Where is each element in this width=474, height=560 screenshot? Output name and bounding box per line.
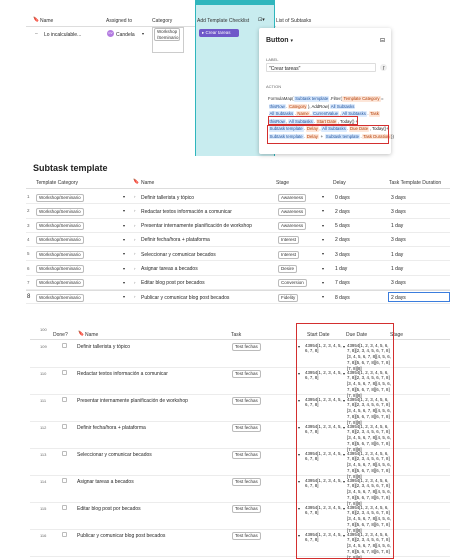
start-date-value[interactable]: 43954[1, 2, 3, 4, 5, 6, 7, 8] <box>305 450 342 462</box>
chevron-down-icon[interactable]: ▾ <box>343 533 346 538</box>
chevron-down-icon[interactable]: ▾ <box>123 265 126 271</box>
row-number: 2 <box>27 208 30 214</box>
chevron-down-icon[interactable]: ▾ <box>123 222 126 228</box>
panel-title-text: Button <box>266 37 289 44</box>
chevron-down-icon[interactable]: ▾ <box>343 344 346 349</box>
task-tag[interactable]: Test fechas <box>232 478 261 486</box>
stage-tag[interactable]: Fidelity <box>278 294 298 302</box>
chevron-down-icon[interactable]: ▾ <box>322 222 325 228</box>
expand-arrow-icon[interactable]: › <box>134 222 136 228</box>
chevron-down-icon[interactable]: ▾ <box>298 371 301 376</box>
chevron-down-icon[interactable]: ▾ <box>142 31 145 36</box>
chevron-down-icon[interactable]: ▾ <box>343 479 346 484</box>
done-checkbox[interactable] <box>62 451 67 456</box>
as-header-done[interactable]: Done? <box>53 332 68 338</box>
done-checkbox[interactable] <box>62 343 67 348</box>
chevron-down-icon[interactable]: ▾ <box>343 425 346 430</box>
bookmark-icon: 🔖 <box>33 17 40 23</box>
delay-value[interactable]: 7 days <box>335 280 350 287</box>
table-row[interactable] <box>26 190 450 204</box>
task-name[interactable]: Publicar y comunicar blog post becados <box>141 294 230 301</box>
formula-highlight-due-date <box>267 125 394 144</box>
chevron-down-icon[interactable]: ▾ <box>123 236 126 242</box>
chevron-down-icon[interactable]: ▾ <box>298 533 301 538</box>
st-header-delay[interactable]: Delay <box>333 180 346 186</box>
panel-title[interactable] <box>266 37 293 44</box>
row-number: 109 <box>40 344 47 349</box>
row-number: 4 <box>27 236 30 242</box>
category-tag[interactable]: Workshop /Seminario <box>154 28 180 41</box>
chevron-down-icon[interactable]: ▾ <box>322 265 325 271</box>
stage-tag[interactable]: Conversion <box>278 279 307 287</box>
stage-tag[interactable]: Awareness <box>278 208 306 216</box>
as-header-name[interactable]: Name <box>85 332 99 338</box>
done-checkbox[interactable] <box>62 532 67 537</box>
button-config-panel <box>259 28 394 154</box>
expand-arrow-icon[interactable]: › <box>134 208 136 214</box>
stage-tag[interactable]: Desire <box>278 265 297 273</box>
formula-icon[interactable]: ƒ <box>380 64 387 71</box>
col-header-name[interactable]: Name <box>40 18 54 24</box>
as-header-start[interactable]: Start Date <box>307 332 330 338</box>
expand-arrow-icon[interactable]: › <box>134 279 136 285</box>
row-number: 7 <box>27 279 30 285</box>
row-number: 114 <box>40 479 47 484</box>
delay-value[interactable]: 0 days <box>335 194 350 201</box>
crear-tareas-button[interactable] <box>199 29 239 37</box>
template-category-pill: Template Category <box>343 96 380 101</box>
formula-line-5: Subtask template . Delay , All Subtasks . Due Date , Today()+ <box>269 126 389 131</box>
task-name[interactable]: Editar blog post por becados <box>77 506 141 512</box>
task-name[interactable]: Definir fecha/hora + plataforma <box>141 237 210 244</box>
start-date-value[interactable]: 43954[1, 2, 3, 4, 5, 6, 7, 8] <box>305 477 342 489</box>
duration-value[interactable]: 3 days <box>391 194 406 201</box>
expand-arrow-icon[interactable]: › <box>134 236 136 242</box>
due-date-value[interactable]: 43954[1, 2, 3, 4, 5, 6, 7, 8][2, 3, 4, 5, 6, 7, 8][3, 4, 5, 6, 7, 8][4, 5, 6, 7, 8][5, 6, 7, 8][6, 7, 8][7, 8][8] <box>347 396 391 425</box>
category-tag[interactable]: Workshop/Seminario <box>36 251 84 259</box>
formula-line-3: All Subtasks . Name , CurrentValue , All Subtasks . Task <box>269 111 379 116</box>
done-checkbox[interactable] <box>62 397 67 402</box>
task-tag[interactable]: Test fechas <box>232 424 261 432</box>
expand-arrow-icon[interactable]: › <box>134 194 136 199</box>
delay-value[interactable]: 3 days <box>335 251 350 258</box>
col-header-category[interactable]: Category <box>152 18 173 24</box>
chevron-down-icon[interactable]: ▾ <box>123 251 126 257</box>
panel-layout-icon[interactable]: ⊟ <box>380 37 386 44</box>
chevron-down-icon[interactable]: ▾ <box>298 506 301 511</box>
st-header-name[interactable]: Name <box>141 180 155 186</box>
delay-value[interactable]: 5 days <box>335 223 350 230</box>
stage-tag[interactable]: Interest <box>278 251 299 259</box>
duration-value[interactable]: 3 days <box>391 208 406 215</box>
task-name[interactable]: Seleccionar y comunicar becados <box>141 251 216 258</box>
formula-line-1: FormulaMap( Subtask template .Filter( Template Category = <box>268 96 384 101</box>
chevron-down-icon: ▾ <box>290 38 294 44</box>
chevron-down-icon[interactable]: ▾ <box>298 398 301 403</box>
done-checkbox[interactable] <box>62 370 67 375</box>
start-date-value[interactable]: 43954[1, 2, 3, 4, 5, 6, 7, 8] <box>305 369 342 381</box>
expand-arrow-icon[interactable]: › <box>134 251 136 257</box>
label-input[interactable] <box>266 63 376 72</box>
table-row[interactable] <box>26 247 450 261</box>
table-row[interactable] <box>26 290 450 304</box>
row-number: 115 <box>40 506 47 511</box>
as-header-due[interactable]: Due Date <box>346 332 368 338</box>
row-number: 113 <box>40 452 47 457</box>
category-cell-border <box>152 27 184 53</box>
st-header-divider <box>26 188 450 189</box>
formula-line-6: Subtask template . Delay + Subtask template . Task Duration )) <box>269 133 394 139</box>
play-icon: ▸ <box>202 31 205 36</box>
chevron-down-icon[interactable]: ▾ <box>123 194 126 199</box>
date-columns-highlight <box>296 323 394 559</box>
formula-highlight-start-date <box>268 116 358 125</box>
duration-value[interactable]: 2 days <box>388 292 450 302</box>
row-number: 112 <box>40 425 47 430</box>
row-number: 3 <box>27 222 30 228</box>
due-date-value[interactable]: 43954[1, 2, 3, 4, 5, 6, 7, 8][2, 3, 4, 5, 6, 7, 8][3, 4, 5, 6, 7, 8][4, 5, 6, 7, 8][5, 6, 7, 8][6, 7, 8][7, 8][8] <box>347 504 391 533</box>
bookmark-icon: 🔖 <box>133 179 140 185</box>
add-template-column-top <box>195 0 275 5</box>
start-date-value[interactable]: 43954[1, 2, 3, 4, 5, 6, 7, 8] <box>305 396 342 408</box>
done-checkbox[interactable] <box>62 424 67 429</box>
chevron-down-icon[interactable]: ▾ <box>322 208 325 214</box>
chevron-down-icon[interactable]: ▾ <box>298 479 301 484</box>
assigned-name[interactable]: Candela <box>116 32 135 38</box>
action-heading: ACTION <box>266 84 282 89</box>
due-date-value[interactable]: 43954[1, 2, 3, 4, 5, 6, 7, 8][2, 3, 4, 5, 6, 7, 8][3, 4, 5, 6, 7, 8][4, 5, 6, 7, 8][5, 6, 7, 8][6, 7, 8][7, 8][8] <box>347 369 391 398</box>
duration-value[interactable]: 1 day <box>391 223 404 230</box>
task-name[interactable]: Definir tallerista y tópico <box>141 194 195 201</box>
row-number: 111 <box>40 398 47 403</box>
subtask-template-pill: Subtask template <box>295 96 329 101</box>
avatar: CV <box>108 31 113 35</box>
chevron-down-icon[interactable]: ▾ <box>343 506 346 511</box>
task-tag[interactable]: Test fechas <box>232 451 261 459</box>
task-name[interactable]: Definir fecha/hora + plataforma <box>77 425 146 431</box>
col-header-subtasks[interactable]: List of Subtasks <box>276 18 312 24</box>
as-header-num: 100 <box>40 327 47 332</box>
formula-line-4: thisRow , All Subtasks . Start Date , Today() + <box>269 118 359 124</box>
task-tag[interactable]: Test fechas <box>232 370 261 378</box>
label-heading: LABEL <box>266 57 279 62</box>
bookmark-icon: 🔖 <box>78 331 85 337</box>
category-tag[interactable]: Workshop/Seminario <box>36 265 84 273</box>
task-name[interactable]: Seleccionar y comunicar becados <box>77 452 152 458</box>
chevron-down-icon[interactable]: ▾ <box>322 236 325 242</box>
category-tag[interactable]: Workshop/Seminario <box>36 279 84 287</box>
delay-value[interactable]: 8 days <box>335 294 350 301</box>
crear-tareas-label: Crear tareas <box>205 30 231 35</box>
chevron-down-icon[interactable]: ▾ <box>298 425 301 430</box>
stage-tag[interactable]: Interest <box>278 236 299 244</box>
table-row[interactable] <box>26 276 450 290</box>
formula-line-2: thisRow . Category ), AddRow( All Subtasks <box>269 103 355 109</box>
delay-value[interactable]: 1 day <box>335 266 348 272</box>
row-number: 116 <box>40 533 47 538</box>
st-header-duration[interactable]: Task Template Duration <box>389 180 442 186</box>
start-date-value[interactable]: 43954[1, 2, 3, 4, 5, 6, 7, 8] <box>305 504 342 516</box>
st-header-category[interactable]: Template Category <box>36 180 78 186</box>
chevron-down-icon[interactable]: ▾ <box>123 294 126 300</box>
chevron-down-icon[interactable]: ▾ <box>298 452 301 457</box>
category-tag[interactable]: Workshop/Seminario <box>36 236 84 244</box>
row-number: 1 <box>27 194 30 199</box>
task-name[interactable]: Asignar tareas a becados <box>77 479 134 485</box>
duration-value[interactable]: 1 day <box>391 266 404 272</box>
chevron-down-icon[interactable]: ▾ <box>298 344 301 349</box>
row-number: 8 <box>27 294 31 301</box>
chevron-down-icon[interactable]: ▾ <box>322 279 325 285</box>
expand-arrow-icon[interactable]: › <box>134 265 136 271</box>
task-name[interactable]: Definir tallerista y tópico <box>77 344 131 350</box>
category-tag[interactable]: Workshop/Seminario <box>36 222 84 230</box>
expand-arrow-icon[interactable]: – <box>35 31 38 37</box>
row-number: 110 <box>40 371 47 376</box>
task-name[interactable]: Redactar textos información a comunicar <box>77 371 168 377</box>
as-header-stage[interactable]: Stage <box>390 332 404 338</box>
chevron-down-icon[interactable]: ▾ <box>343 398 346 403</box>
task-name[interactable]: Publicar y comunicar blog post becados <box>77 533 166 539</box>
start-date-value[interactable]: 43954[1, 2, 3, 4, 5, 6, 7, 8] <box>305 531 342 543</box>
task-name[interactable]: Asignar tareas a becados <box>141 266 198 272</box>
task-tag[interactable]: Test fechas <box>232 397 261 405</box>
category-tag[interactable]: Workshop/Seminario <box>36 208 84 216</box>
chevron-down-icon[interactable]: ▾ <box>322 251 325 257</box>
duration-value[interactable]: 3 days <box>391 280 406 287</box>
chevron-down-icon[interactable]: ▾ <box>123 208 126 214</box>
task-name[interactable]: Redactar textos información a comunicar <box>141 208 232 215</box>
due-date-value[interactable]: 43954[1, 2, 3, 4, 5, 6, 7, 8][2, 3, 4, 5, 6, 7, 8][3, 4, 5, 6, 7, 8][4, 5, 6, 7, 8][5, 6, 7, 8][6, 7, 8][7, 8][8] <box>347 342 391 371</box>
due-date-value[interactable]: 43954[1, 2, 3, 4, 5, 6, 7, 8][2, 3, 4, 5, 6, 7, 8][3, 4, 5, 6, 7, 8][4, 5, 6, 7, 8][5, 6, 7, 8][6, 7, 8][7, 8][8] <box>347 423 391 452</box>
task-tag[interactable]: Test fechas <box>232 343 261 351</box>
delay-value[interactable]: 2 days <box>335 208 350 215</box>
st-header-stage[interactable]: Stage <box>276 180 290 186</box>
delay-value[interactable]: 2 days <box>335 237 350 244</box>
chevron-down-icon[interactable]: ▾ <box>123 279 126 285</box>
expand-arrow-icon[interactable]: › <box>134 294 136 300</box>
subtask-template-title: Subtask template <box>33 163 108 173</box>
due-date-value[interactable]: 43954[1, 2, 3, 4, 5, 6, 7, 8][2, 3, 4, 5, 6, 7, 8][3, 4, 5, 6, 7, 8][4, 5, 6, 7, 8][5, 6, 7, 8][6, 7, 8][7, 8][8] <box>347 531 391 560</box>
done-checkbox[interactable] <box>62 505 67 510</box>
table-row[interactable] <box>26 204 450 218</box>
row-number: 6 <box>27 265 30 271</box>
start-date-value[interactable]: 43954[1, 2, 3, 4, 5, 6, 7, 8] <box>305 423 342 435</box>
col-header-add-checklist[interactable]: Add Template Checklist <box>197 18 250 24</box>
chevron-down-icon[interactable]: ▾ <box>343 452 346 457</box>
row-name[interactable]: Lo incalculable... <box>44 32 82 38</box>
chevron-down-icon[interactable]: ▾ <box>322 294 325 300</box>
due-date-value[interactable]: 43954[1, 2, 3, 4, 5, 6, 7, 8][2, 3, 4, 5, 6, 7, 8][3, 4, 5, 6, 7, 8][4, 5, 6, 7, 8][5, 6, 7, 8][6, 7, 8][7, 8][8] <box>347 450 391 479</box>
start-date-value[interactable]: 43954[1, 2, 3, 4, 5, 6, 7, 8] <box>305 342 342 354</box>
due-date-value[interactable]: 43954[1, 2, 3, 4, 5, 6, 7, 8][2, 3, 4, 5, 6, 7, 8][3, 4, 5, 6, 7, 8][4, 5, 6, 7, 8][5, 6, 7, 8][6, 7, 8][7, 8][8] <box>347 477 391 506</box>
task-name[interactable]: Presentar internamente planificación de workshop <box>77 398 188 404</box>
task-tag[interactable]: Test fechas <box>232 532 261 540</box>
as-header-task[interactable]: Task <box>231 332 242 338</box>
category-tag[interactable]: Workshop/Seminario <box>36 294 84 302</box>
chevron-down-icon[interactable]: ▾ <box>322 194 325 199</box>
done-checkbox[interactable] <box>62 478 67 483</box>
task-name[interactable]: Presentar internamente planificación de workshop <box>141 223 252 230</box>
row-number: 5 <box>27 251 30 257</box>
col-header-assigned[interactable]: Assigned to <box>106 18 133 24</box>
table-row[interactable] <box>26 262 450 276</box>
button-type-icon[interactable]: ⊡▾ <box>258 17 265 23</box>
chevron-down-icon[interactable]: ▾ <box>343 371 346 376</box>
task-name[interactable]: Editar blog post por becados <box>141 280 205 287</box>
task-tag[interactable]: Test fechas <box>232 505 261 513</box>
stage-tag[interactable]: Awareness <box>278 222 306 230</box>
table-row[interactable] <box>26 233 450 247</box>
duration-value[interactable]: 1 day <box>391 251 404 258</box>
category-tag[interactable]: Workshop/Seminario <box>36 194 84 202</box>
duration-value[interactable]: 3 days <box>391 237 406 244</box>
stage-tag[interactable]: Awareness <box>278 194 306 202</box>
label-input-value: "Crear tareas" <box>269 66 301 72</box>
